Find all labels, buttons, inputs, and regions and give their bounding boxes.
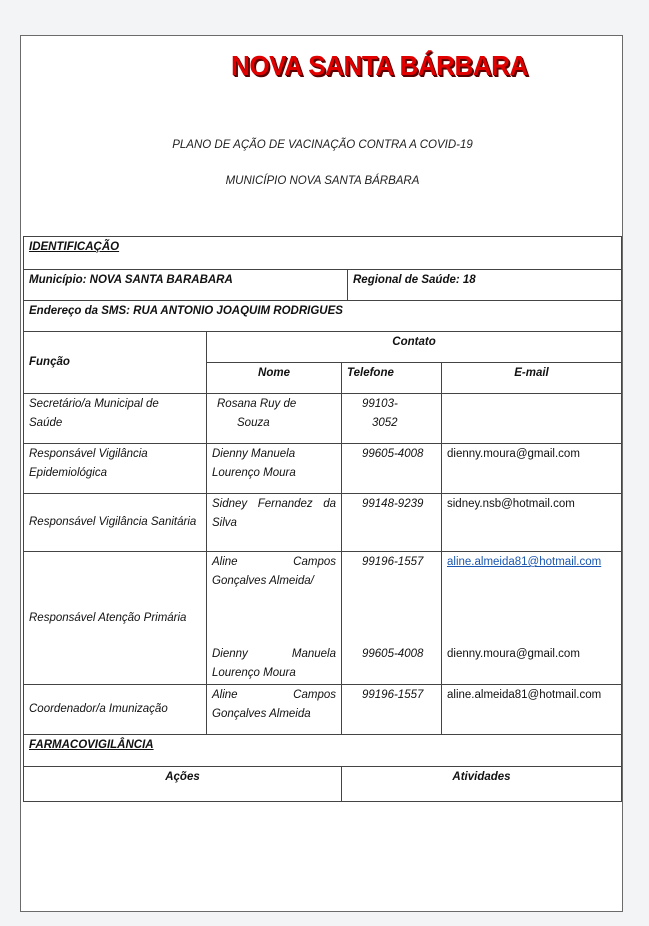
telefone-header: Telefone bbox=[342, 363, 442, 394]
funcao-cell bbox=[24, 394, 207, 444]
funcao-cell: Coordenador/a Imunização bbox=[24, 685, 207, 735]
nome-cell bbox=[207, 552, 342, 685]
telefone-line: 99196-1557 bbox=[362, 556, 424, 568]
nome-cell bbox=[207, 394, 342, 444]
telefone-cell bbox=[342, 552, 442, 685]
section-label-farmacovigilancia: FARMACOVIGILÂNCIA bbox=[24, 735, 622, 767]
funcao-line: Secretário/a Municipal de bbox=[29, 398, 159, 410]
nome-cell bbox=[207, 494, 342, 552]
nome-header: Nome bbox=[207, 363, 342, 394]
nome-cell bbox=[207, 444, 342, 494]
funcao-line: Responsável Vigilância bbox=[29, 448, 148, 460]
funcao-cell: Responsável Vigilância Sanitária bbox=[24, 494, 207, 552]
endereco-row bbox=[24, 301, 622, 332]
funcao-cell bbox=[24, 444, 207, 494]
telefone-cell bbox=[342, 394, 442, 444]
document-title: NOVA SANTA BÁRBARA bbox=[231, 50, 528, 81]
telefone-line: 99103- bbox=[362, 398, 398, 410]
nome-line: Lourenço Moura bbox=[212, 467, 296, 479]
telefone-line: 99605-4008 bbox=[362, 648, 424, 660]
table-row bbox=[24, 444, 622, 494]
table-row bbox=[24, 394, 622, 444]
nome-line: Silva bbox=[212, 517, 237, 529]
regional-cell: Regional de Saúde: 18 bbox=[348, 270, 622, 301]
nome-line: Aline Campos bbox=[212, 689, 336, 701]
nome-line: Souza bbox=[237, 417, 270, 429]
email-cell: dienny.moura@gmail.com bbox=[442, 444, 622, 494]
email-link[interactable]: aline.almeida81@hotmail.com bbox=[447, 556, 602, 568]
telefone-cell: 99605-4008 bbox=[342, 444, 442, 494]
telefone-cell: 99148-9239 bbox=[342, 494, 442, 552]
funcao-cell: Responsável Atenção Primária bbox=[24, 552, 207, 685]
nome-line: Sidney Fernandez da bbox=[212, 498, 336, 510]
nome-line: Dienny Manuela bbox=[212, 448, 296, 460]
email-cell bbox=[442, 552, 622, 685]
municipio-cell: Município: NOVA SANTA BARABARA bbox=[24, 270, 348, 301]
email-header: E-mail bbox=[442, 363, 622, 394]
farmaco-header-row bbox=[24, 767, 622, 802]
nome-line: Gonçalves Almeida bbox=[212, 708, 311, 720]
nome-cell bbox=[207, 685, 342, 735]
funcao-header: Função bbox=[24, 332, 207, 394]
municipality-line: MUNICÍPIO NOVA SANTA BÁRBARA bbox=[225, 175, 420, 187]
table-row bbox=[24, 685, 622, 735]
endereco-cell: Endereço da SMS: RUA ANTONIO JOAQUIM RODRIGUES bbox=[24, 301, 622, 332]
nome-line: Aline Campos bbox=[212, 556, 336, 568]
table-row bbox=[24, 494, 622, 552]
email-cell bbox=[442, 394, 622, 444]
telefone-line: 3052 bbox=[372, 417, 398, 429]
nome-line: Gonçalves Almeida/ bbox=[212, 575, 314, 587]
section-label-identificacao: IDENTIFICAÇÃO bbox=[24, 237, 622, 270]
section-row-farmaco bbox=[24, 735, 622, 767]
municipio-row bbox=[24, 270, 622, 301]
nome-line: Rosana Ruy de bbox=[217, 398, 297, 410]
email-cell: aline.almeida81@hotmail.com bbox=[442, 685, 622, 735]
nome-line: Dienny Manuela bbox=[212, 648, 336, 660]
section-row-identificacao bbox=[24, 237, 622, 270]
document-page bbox=[20, 35, 623, 912]
contato-header-row bbox=[24, 332, 622, 363]
email-cell: sidney.nsb@hotmail.com bbox=[442, 494, 622, 552]
acoes-header: Ações bbox=[24, 767, 342, 802]
email-text: dienny.moura@gmail.com bbox=[447, 648, 580, 660]
table-row bbox=[24, 552, 622, 685]
identification-table bbox=[23, 236, 622, 802]
funcao-line: Saúde bbox=[29, 417, 63, 429]
nome-line: Lourenço Moura bbox=[212, 667, 296, 679]
contato-header: Contato bbox=[207, 332, 622, 363]
plan-title: PLANO DE AÇÃO DE VACINAÇÃO CONTRA A COVID-19 bbox=[172, 139, 473, 151]
atividades-header: Atividades bbox=[342, 767, 622, 802]
telefone-cell: 99196-1557 bbox=[342, 685, 442, 735]
funcao-line: Epidemiológica bbox=[29, 467, 107, 479]
